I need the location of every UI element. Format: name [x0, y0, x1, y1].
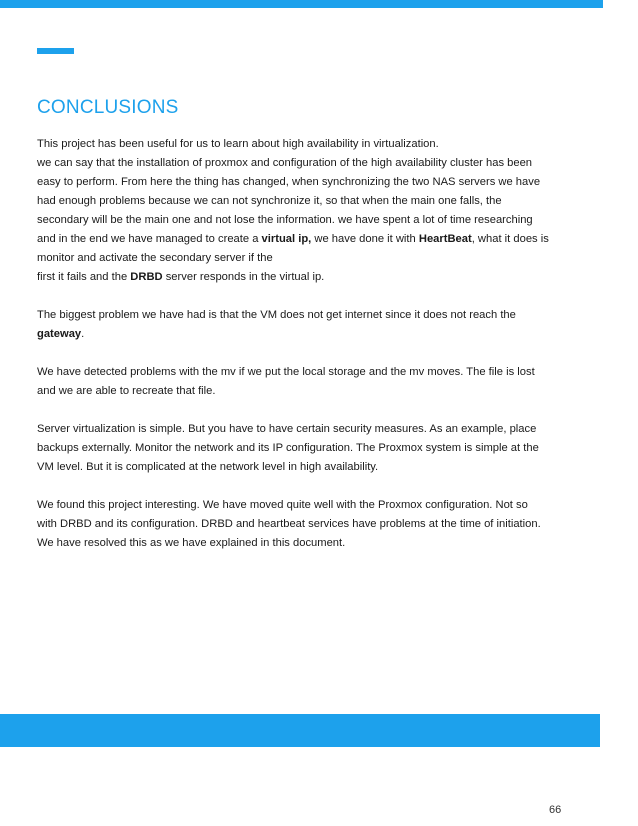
- text-line: [37, 534, 582, 553]
- top-accent-bar: [0, 0, 603, 8]
- text-run: We have detected problems with the mv if we put the local storage and the mv moves. The file is lost: [37, 366, 535, 378]
- text-run: server responds in the virtual ip.: [162, 271, 325, 283]
- text-line: [37, 515, 582, 534]
- text-run: we can say that the installation of proxmox and configuration of the high availability cluster has been: [37, 157, 533, 169]
- text-line: [37, 420, 582, 439]
- page-number: 66: [549, 804, 562, 816]
- text-line: [37, 268, 582, 287]
- text-run: and we are able to recreate that file.: [37, 385, 216, 397]
- paragraph: [37, 496, 582, 553]
- text-line: [37, 230, 582, 249]
- text-line: [37, 192, 582, 211]
- text-line: [37, 173, 582, 192]
- body-text: [37, 135, 582, 572]
- text-run: secondary will be the main one and not lose the information. we have spent a lot of time researching: [37, 214, 533, 226]
- text-line: [37, 382, 582, 401]
- text-run: The biggest problem we have had is that the VM does not get internet since it does not reach the: [37, 309, 516, 321]
- paragraph: [37, 306, 582, 344]
- text-line: [37, 249, 582, 268]
- text-line: [37, 325, 582, 344]
- text-line: [37, 496, 582, 515]
- text-run: had enough problems because we can not synchronize it, so that when the main one falls, the: [37, 195, 502, 207]
- text-line: [37, 306, 582, 325]
- text-run: we have done it with: [311, 233, 419, 245]
- text-run: This project has been useful for us to learn about high availability in virtualization.: [37, 138, 439, 150]
- text-run: monitor and activate the secondary server if the: [37, 252, 273, 264]
- paragraph: [37, 135, 582, 287]
- paragraph: [37, 420, 582, 477]
- text-run: .: [81, 328, 85, 340]
- text-run: backups externally. Monitor the network and its IP configuration. The Proxmox system is simple at the: [37, 442, 539, 454]
- text-line: [37, 363, 582, 382]
- text-run: We have resolved this as we have explained in this document.: [37, 537, 346, 549]
- bold-term: HeartBeat: [418, 233, 472, 245]
- bold-term: DRBD: [130, 271, 163, 283]
- bold-term: virtual ip,: [261, 233, 312, 245]
- text-run: VM level. But it is complicated at the network level in high availability.: [37, 461, 379, 473]
- bold-term: gateway: [37, 328, 82, 340]
- text-run: Server virtualization is simple. But you have to have certain security measures. As an example, place: [37, 423, 537, 435]
- text-run: We found this project interesting. We have moved quite well with the Proxmox configuration. Not so: [37, 499, 528, 511]
- text-line: [37, 458, 582, 477]
- text-run: easy to perform. From here the thing has changed, when synchronizing the two NAS servers we have: [37, 176, 541, 188]
- bottom-accent-bar: [0, 714, 600, 747]
- heading-accent-dash: [37, 48, 74, 54]
- text-line: [37, 135, 582, 154]
- page-title: CONCLUSIONS: [37, 97, 179, 118]
- text-line: [37, 211, 582, 230]
- text-line: [37, 439, 582, 458]
- text-run: , what it does is: [471, 233, 549, 245]
- text-line: [37, 154, 582, 173]
- paragraph: [37, 363, 582, 401]
- text-run: with DRBD and its configuration. DRBD and heartbeat services have problems at the time of initiation.: [37, 518, 541, 530]
- text-run: first it fails and the: [37, 271, 131, 283]
- text-run: and in the end we have managed to create a: [37, 233, 262, 245]
